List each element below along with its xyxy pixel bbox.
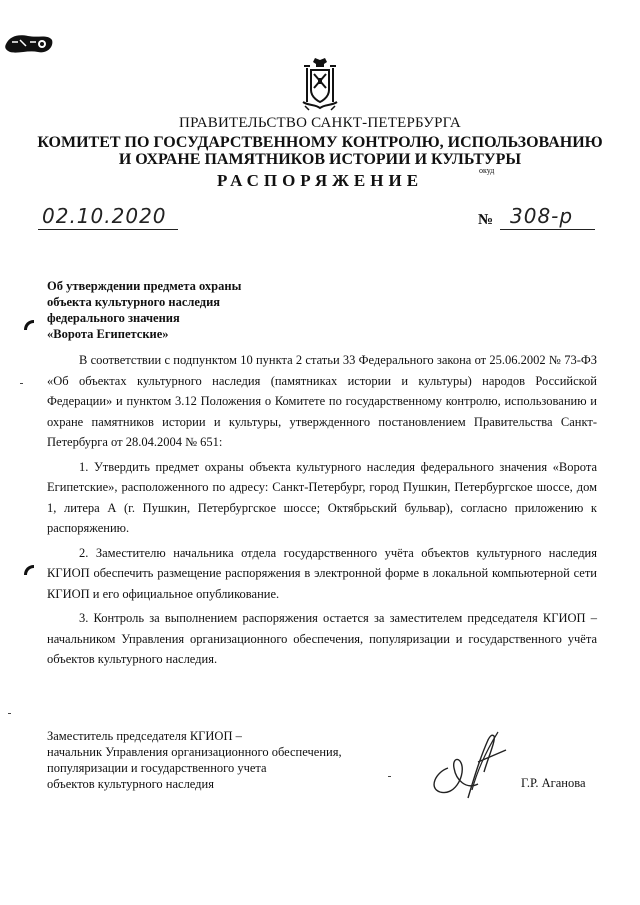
signatory-position-line: начальник Управления организационного обеспечения,	[47, 745, 342, 759]
signatory-position-line: популяризации и государственного учета	[47, 761, 267, 775]
number-underline	[500, 229, 595, 230]
scan-speck	[8, 713, 11, 714]
preamble-paragraph: В соответствии с подпунктом 10 пункта 2 статьи 33 Федерального закона от 25.06.2002 № 73-ФЗ «Об объектах культурного наследия (памятниках истории и культуры) народов Российской Федерации» и пунктом 3.12 Положения о Комитете по государственному контролю, использованию и охране памятников истории и культуры, утвержденного постановлением Правительства Санкт-Петербурга от 28.04.2004 № 651:	[47, 353, 597, 449]
punch-hole-mark	[22, 563, 36, 577]
signatory-position	[47, 728, 377, 792]
item-1-paragraph: 1. Утвердить предмет охраны объекта культурного наследия федерального значения «Ворота Египетские», расположенного по адресу: Санкт-Петербург, город Пушкин, Петербургское шоссе, дом 1, литера А (г. Пушкин, Петербургское шоссе; Октябрьский бульвар), согласно приложению к распоряжению.	[47, 459, 597, 535]
title-line: федерального значения	[47, 311, 180, 325]
document-date: 02.10.2020	[42, 204, 167, 228]
title-line: «Ворота Египетские»	[47, 327, 169, 341]
signatory-position-line: Заместитель председателя КГИОП –	[47, 729, 242, 743]
punch-hole-mark	[22, 318, 36, 332]
handwritten-signature	[418, 728, 518, 802]
signatory-name: Г.Р. Аганова	[521, 776, 586, 790]
okud-label: окуд	[479, 166, 495, 175]
scan-speck	[20, 383, 23, 384]
document-type: РАСПОРЯЖЕНИЕ	[216, 171, 424, 190]
coat-of-arms-emblem	[297, 56, 343, 112]
committee-name-line2: И ОХРАНЕ ПАМЯТНИКОВ ИСТОРИИ И КУЛЬТУРЫ	[118, 151, 522, 168]
signatory-position-line: объектов культурного наследия	[47, 777, 214, 791]
government-name: ПРАВИТЕЛЬСТВО САНКТ-ПЕТЕРБУРГА	[179, 115, 461, 131]
scan-speck	[388, 776, 391, 777]
title-line: Об утверждении предмета охраны	[47, 279, 242, 293]
item-2-paragraph: 2. Заместителю начальника отдела государственного учёта объектов культурного наследия КГИОП обеспечить размещение распоряжения в электронной форме в локальной компьютерной сети КГИОП и его официальное опубликование.	[47, 545, 597, 601]
document-number: 308-р	[510, 204, 574, 228]
title-line: объекта культурного наследия	[47, 295, 221, 309]
committee-name-line1: КОМИТЕТ ПО ГОСУДАРСТВЕННОМУ КОНТРОЛЮ, ИСПОЛЬЗОВАНИЮ	[37, 134, 603, 151]
number-label: №	[478, 212, 494, 228]
scan-stamp-mark	[4, 30, 54, 58]
document-title	[47, 278, 307, 342]
date-underline	[38, 229, 178, 230]
item-3-paragraph: 3. Контроль за выполнением распоряжения остается за заместителем председателя КГИОП – начальником Управления организационного обеспечения, популяризации и государственного учёта объектов культурного наследия.	[47, 611, 597, 666]
committee-name	[0, 134, 640, 168]
document-body	[47, 350, 597, 670]
